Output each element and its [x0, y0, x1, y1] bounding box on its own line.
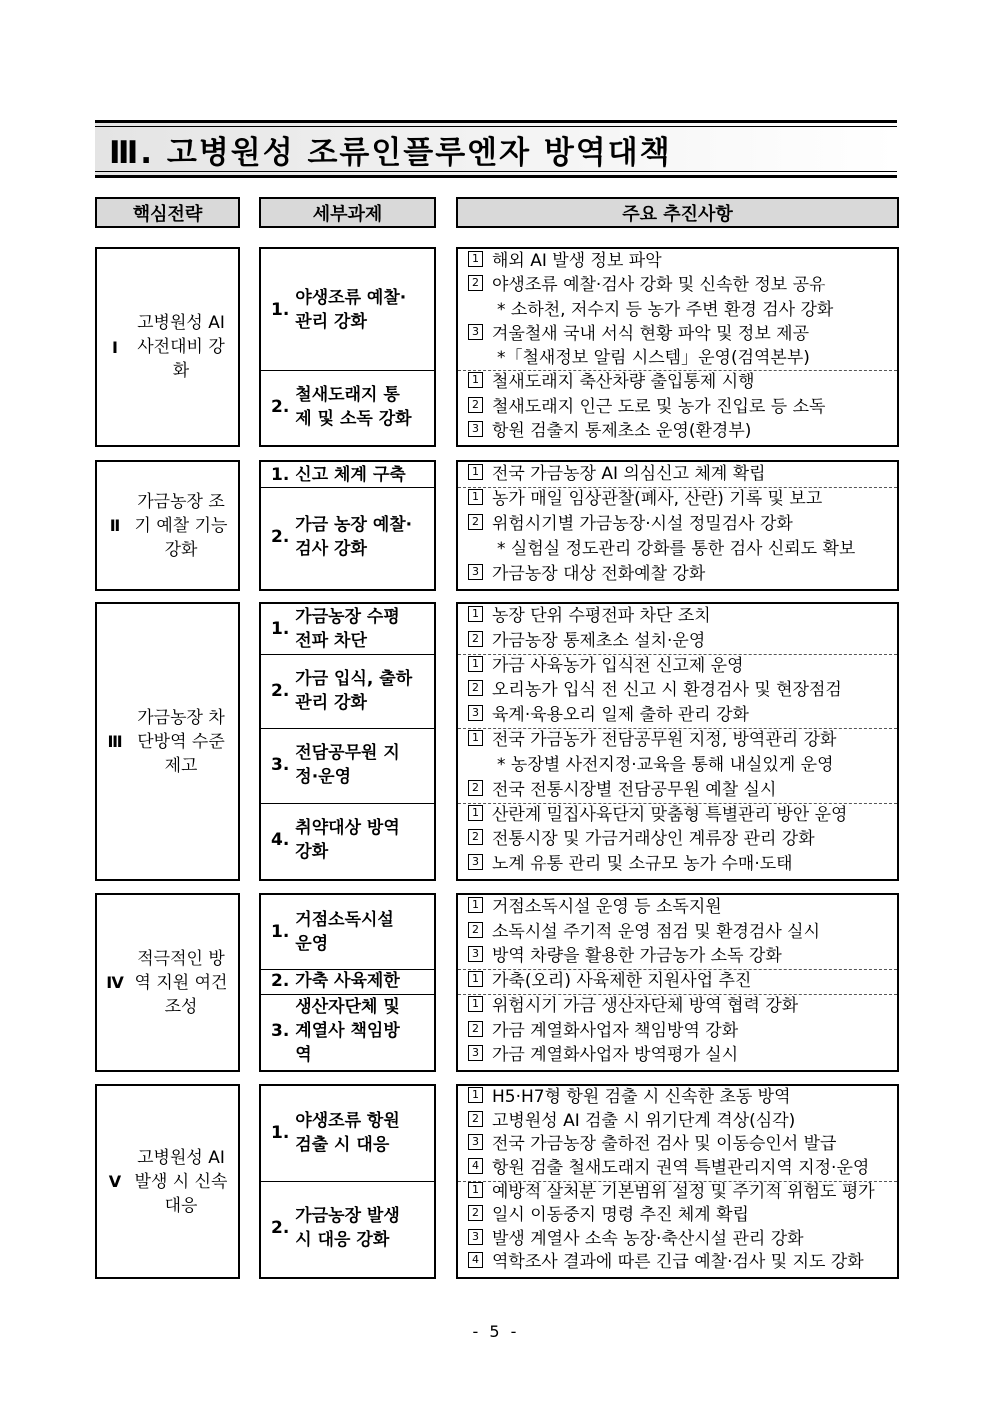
strategy-number: Ⅴ [108, 1172, 122, 1191]
task-cell [261, 994, 434, 1068]
task-label: 야생조류 예찰·관리 강화 [295, 287, 407, 332]
action-group [458, 895, 897, 969]
action-text: 가금농장 대상 전화예찰 강화 [492, 564, 706, 584]
action-text: 철새도래지 축산차량 출입통제 시행 [492, 372, 755, 393]
item-number-box: 1 [468, 730, 483, 746]
action-text: 전국 가금농장 AI 의심신고 체계 확립 [492, 464, 766, 484]
item-number-box: 1 [468, 1182, 483, 1198]
task-label: 가금 입식, 출하 관리 강화 [295, 668, 413, 713]
item-number-box: 2 [468, 780, 483, 796]
action-text: 전국 가금농가 전담공무원 지정, 방역관리 강화 [492, 730, 837, 751]
action-text: 가금 사육농가 입식전 신고제 운영 [492, 655, 744, 676]
actions-column [456, 602, 899, 881]
action-item [468, 827, 897, 852]
action-text: 가금 계열화사업자 책임방역 강화 [492, 1020, 739, 1041]
task-column [259, 893, 436, 1072]
item-number-box: 2 [468, 397, 483, 413]
task-cell [261, 1086, 434, 1181]
action-text: 가축(오리) 사육제한 지원사업 추진 [492, 971, 752, 992]
task-number: 2. [271, 1217, 290, 1238]
strategy-number: Ⅳ [106, 973, 124, 992]
item-number-box: 1 [468, 805, 483, 821]
action-text: 항원 검출 철새도래지 권역 특별관리지역 지정·운영 [492, 1157, 870, 1178]
action-item [468, 462, 897, 487]
action-text: 오리농가 입식 전 신고 시 환경검사 및 현장점검 [492, 680, 842, 701]
task-label: 취약대상 방역 강화 [295, 817, 400, 862]
task-number: 1. [271, 922, 290, 943]
task-number: 1. [271, 1123, 290, 1144]
item-number-box: 3 [468, 1229, 483, 1245]
task-label: 가금농장 수평전파 차단 [295, 606, 400, 651]
task-cell [261, 604, 434, 654]
action-item [468, 487, 897, 512]
strategy-label: 고병원성 AI 발생 시 신속 대응 [134, 1147, 228, 1216]
action-item [468, 1181, 897, 1205]
action-group [458, 1181, 897, 1276]
header-actions: 주요 추진사항 [456, 197, 899, 228]
strategy-cell [95, 893, 240, 1072]
action-text: 발생 계열사 소속 농장·축산시설 관리 강화 [492, 1228, 804, 1249]
action-item [468, 803, 897, 828]
action-item [468, 395, 897, 419]
action-item [468, 728, 897, 753]
action-item [468, 1019, 897, 1044]
task-cell [261, 803, 434, 877]
action-group [458, 370, 897, 443]
actions-column [456, 247, 899, 447]
item-number-box: 3 [468, 564, 483, 580]
action-item [468, 969, 897, 994]
strategy-cell [95, 460, 240, 591]
action-note: * 농장별 사전지정·교육을 통해 내실있게 운영 [497, 754, 834, 775]
action-text: 소독시설 주기적 운영 점검 및 환경검사 실시 [492, 921, 821, 942]
item-number-box: 3 [468, 421, 483, 437]
item-number-box: 2 [468, 1021, 483, 1037]
task-number: 1. [271, 299, 290, 320]
task-column [259, 247, 436, 447]
action-item [468, 273, 897, 297]
action-group [458, 604, 897, 654]
action-group [458, 487, 897, 587]
actions-column [456, 893, 899, 1072]
action-text: 전국 전통시장별 전담공무원 예찰 실시 [492, 779, 777, 800]
action-text: 방역 차량을 활용한 가금농가 소독 강화 [492, 946, 782, 967]
action-item [468, 654, 897, 679]
item-number-box: 1 [468, 897, 483, 913]
strategy-number: Ⅲ [107, 732, 123, 751]
action-text: 가금농장 통제초소 설치·운영 [492, 630, 706, 651]
action-group [458, 462, 897, 487]
action-item [468, 512, 897, 537]
action-item [468, 1110, 897, 1134]
action-item [468, 1157, 897, 1181]
task-number: 2. [271, 527, 290, 547]
task-number: 1. [271, 464, 290, 485]
action-item [468, 537, 897, 562]
strategy-number: Ⅰ [112, 337, 118, 357]
task-number: 2. [271, 396, 290, 417]
actions-column [456, 1084, 899, 1279]
strategy-label: 고병원성 AI 사전대비 강화 [137, 313, 225, 381]
action-text: 농장 단위 수평전파 차단 조치 [492, 606, 711, 626]
item-number-box: 3 [468, 324, 483, 340]
item-number-box: 3 [468, 946, 483, 962]
item-number-box: 2 [468, 514, 483, 530]
task-cell [261, 969, 434, 994]
item-number-box: 4 [468, 1158, 483, 1174]
action-text: 거점소독시설 운영 등 소독지원 [492, 897, 722, 917]
item-number-box: 1 [468, 971, 483, 987]
task-number: 1. [271, 618, 290, 639]
action-item [468, 1251, 897, 1275]
strategy-cell [95, 602, 240, 881]
action-text: 농가 매일 임상관찰(폐사, 산란) 기록 및 보고 [492, 489, 823, 509]
action-group [458, 803, 897, 877]
task-cell [261, 487, 434, 587]
task-number: 3. [271, 1020, 290, 1041]
section-title-bar [95, 120, 897, 178]
item-number-box: 1 [468, 656, 483, 672]
task-number: 2. [271, 680, 290, 701]
action-note: * 소하천, 저수지 등 농가 주변 환경 검사 강화 [497, 299, 834, 320]
task-number: 3. [271, 755, 290, 776]
action-item [468, 678, 897, 703]
action-item [468, 753, 897, 778]
task-cell [261, 370, 434, 443]
action-text: 전통시장 및 가금거래상인 계류장 관리 강화 [492, 829, 815, 850]
action-group [458, 728, 897, 802]
action-text: 예방적 살처분 기본범위 설정 및 주기적 위험도 평가 [492, 1181, 875, 1202]
item-number-box: 3 [468, 1134, 483, 1150]
action-item [468, 346, 897, 370]
action-group [458, 994, 897, 1068]
task-label: 야생조류 항원 검출 시 대응 [295, 1111, 400, 1156]
action-item [468, 852, 897, 877]
action-text: 역학조사 결과에 따른 긴급 예찰·검사 및 지도 강화 [492, 1252, 864, 1273]
page-number: - 5 - [472, 1322, 520, 1341]
item-number-box: 4 [468, 1252, 483, 1268]
item-number-box: 1 [468, 996, 483, 1012]
item-number-box: 2 [468, 1111, 483, 1127]
action-text: 노계 유통 관리 및 소규모 농가 수매·도태 [492, 854, 793, 875]
task-label: 전담공무원 지정·운영 [295, 743, 400, 788]
action-text: 철새도래지 인근 도로 및 농가 진입로 등 소독 [492, 396, 826, 417]
item-number-box: 2 [468, 1205, 483, 1221]
action-text: 항원 검출지 통제초소 운영(환경부) [492, 420, 752, 441]
item-number-box: 1 [468, 372, 483, 388]
action-text: H5·H7형 항원 검출 시 신속한 초동 방역 [492, 1087, 791, 1107]
item-number-box: 1 [468, 1087, 483, 1103]
action-text: 산란계 밀집사육단지 맞춤형 특별관리 방안 운영 [492, 804, 848, 825]
action-item [468, 944, 897, 969]
action-item [468, 1133, 897, 1157]
task-cell [261, 895, 434, 969]
task-cell [261, 654, 434, 728]
action-item [468, 778, 897, 803]
task-number: 2. [271, 971, 290, 992]
action-item [468, 920, 897, 945]
action-text: 겨울철새 국내 서식 현황 파악 및 정보 제공 [492, 323, 810, 344]
strategy-cell [95, 1084, 240, 1279]
action-text: 해외 AI 발생 정보 파악 [492, 251, 662, 271]
action-item [468, 629, 897, 654]
action-group [458, 1086, 897, 1181]
task-cell [261, 462, 434, 487]
action-item [468, 322, 897, 346]
action-text: 일시 이동중지 명령 추진 체계 확립 [492, 1205, 749, 1226]
header-task: 세부과제 [259, 197, 436, 228]
action-item [468, 1228, 897, 1252]
strategy-cell [95, 247, 240, 447]
action-text: 위험시기별 가금농장·시설 정밀검사 강화 [492, 514, 793, 534]
action-item [468, 1086, 897, 1110]
task-label: 거점소독시설 운영 [295, 910, 394, 955]
item-number-box: 2 [468, 680, 483, 696]
task-column [259, 460, 436, 591]
action-note: * 실험실 정도관리 강화를 통한 검사 신뢰도 확보 [497, 539, 856, 559]
action-group [458, 969, 897, 994]
item-number-box: 1 [468, 606, 483, 622]
action-item [468, 298, 897, 322]
item-number-box: 3 [468, 854, 483, 870]
action-text: 야생조류 예찰·검사 강화 및 신속한 정보 공유 [492, 275, 826, 296]
task-cell [261, 728, 434, 802]
task-label: 가금 농장 예찰·검사 강화 [295, 515, 413, 559]
action-item [468, 370, 897, 394]
strategy-label: 가금농장 조기 예찰 기능 강화 [134, 491, 228, 560]
task-cell [261, 249, 434, 370]
actions-column [456, 460, 899, 591]
action-text: 전국 가금농장 출하전 검사 및 이동승인서 발급 [492, 1134, 837, 1155]
task-number: 4. [271, 829, 290, 850]
strategy-label: 가금농장 차단방역 수준 제고 [137, 707, 225, 776]
action-item [468, 994, 897, 1019]
task-label: 생산자단체 및 계열사 책임방역 [295, 996, 400, 1065]
task-label: 가금농장 발생시 대응 강화 [295, 1205, 400, 1250]
item-number-box: 2 [468, 275, 483, 291]
action-group [458, 249, 897, 370]
item-number-box: 1 [468, 251, 483, 267]
action-text: 가금 계열화사업자 방역평가 실시 [492, 1045, 739, 1066]
action-text: 고병원성 AI 검출 시 위기단계 격상(심각) [492, 1110, 796, 1131]
page-title: Ⅲ. 고병원성 조류인플루엔자 방역대책 [109, 134, 672, 171]
item-number-box: 1 [468, 464, 483, 480]
header-strategy: 핵심전략 [95, 197, 240, 228]
strategy-label: 적극적인 방역 지원 여건 조성 [134, 948, 228, 1017]
item-number-box: 3 [468, 1045, 483, 1061]
item-number-box: 3 [468, 705, 483, 721]
task-column [259, 602, 436, 881]
action-item [468, 562, 897, 587]
action-item [468, 1043, 897, 1068]
action-group [458, 654, 897, 728]
strategy-number: Ⅱ [109, 516, 121, 535]
item-number-box: 2 [468, 829, 483, 845]
action-item [468, 703, 897, 728]
action-note: *「철새정보 알림 시스템」운영(검역본부) [497, 348, 810, 368]
task-column [259, 1084, 436, 1279]
action-item [468, 1204, 897, 1228]
item-number-box: 2 [468, 631, 483, 647]
task-label: 가축 사육제한 [295, 971, 400, 992]
item-number-box: 2 [468, 922, 483, 938]
task-cell [261, 1181, 434, 1276]
action-item [468, 895, 897, 920]
action-item [468, 604, 897, 629]
action-item [468, 419, 897, 443]
item-number-box: 1 [468, 489, 483, 505]
task-label: 철새도래지 통제 및 소독 강화 [295, 384, 412, 429]
action-text: 위험시기 가금 생산자단체 방역 협력 강화 [492, 995, 799, 1016]
action-item [468, 249, 897, 273]
task-label: 신고 체계 구축 [295, 464, 406, 485]
action-text: 육계·육용오리 일제 출하 관리 강화 [492, 705, 749, 726]
